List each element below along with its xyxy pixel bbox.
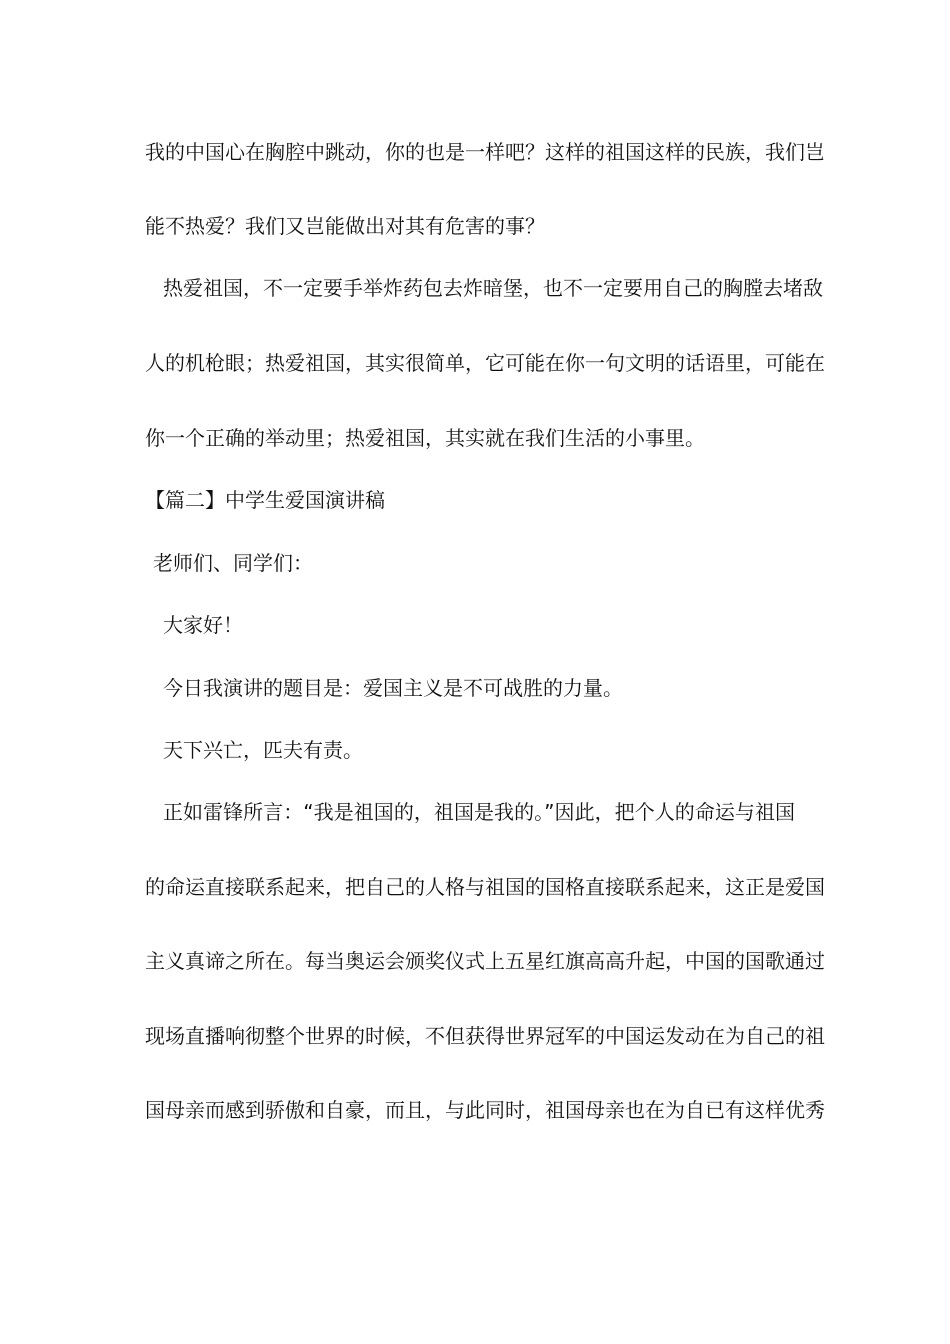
paragraph-3-line-1: 正如雷锋所言：“我是祖国的，祖国是我的。”因此，把个人的命运与祖国: [163, 800, 795, 824]
salutation: 老师们、同学们：: [153, 551, 313, 575]
greeting: 大家好！: [163, 613, 243, 637]
paragraph-1-line-1: 我的中国心在胸腔中跳动，你的也是一样吧？这样的祖国这样的民族，我们岂: [145, 140, 825, 164]
paragraph-2-line-3: 你一个正确的举动里；热爱祖国，其实就在我们生活的小事里。: [145, 426, 705, 450]
paragraph-3-line-4: 现场直播响彻整个世界的时候，不但获得世界冠军的中国运发动在为自己的祖: [145, 1024, 825, 1048]
paragraph-3-line-3: 主义真谛之所在。每当奥运会颁奖仪式上五星红旗高高升起，中国的国歌通过: [145, 949, 825, 973]
paragraph-2-line-1: 热爱祖国，不一定要手举炸药包去炸暗堡，也不一定要用自己的胸膛去堵敌: [163, 276, 823, 300]
paragraph-1-line-2: 能不热爱？我们又岂能做出对其有危害的事？: [145, 214, 545, 238]
paragraph-2-line-2: 人的机枪眼；热爱祖国，其实很简单，它可能在你一句文明的话语里，可能在: [145, 351, 825, 375]
paragraph-3-line-2: 的命运直接联系起来，把自己的人格与祖国的国格直接联系起来，这正是爱国: [145, 875, 825, 899]
proverb: 天下兴亡，匹夫有责。: [163, 738, 363, 762]
paragraph-3-line-5: 国母亲而感到骄傲和自豪，而且，与此同时，祖国母亲也在为自已有这样优秀: [145, 1098, 825, 1122]
speech-topic: 今日我演讲的题目是：爱国主义是不可战胜的力量。: [163, 676, 623, 700]
section-heading: 【篇二】中学生爱国演讲稿: [145, 488, 385, 512]
